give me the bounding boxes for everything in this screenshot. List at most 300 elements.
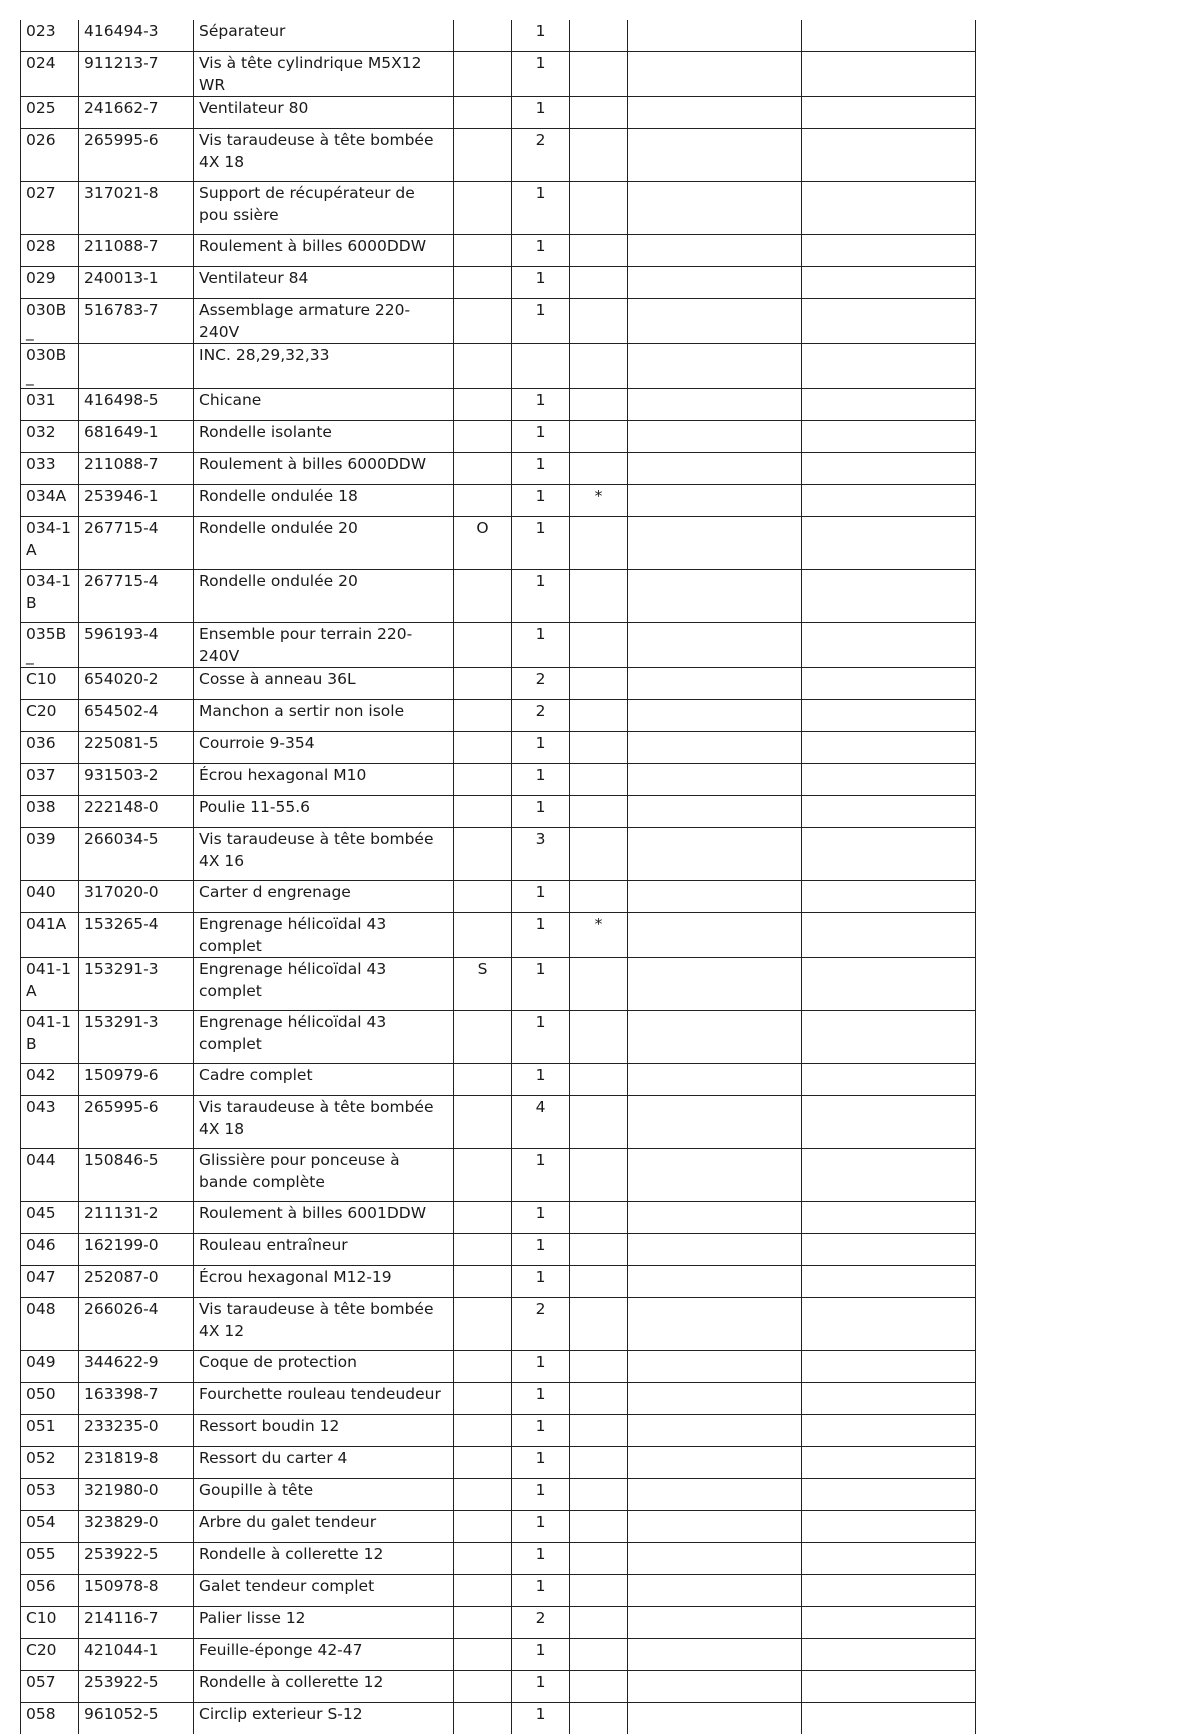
table-row [21, 958, 976, 1011]
cell-mark [454, 1202, 512, 1234]
cell-ref: 044 [21, 1149, 79, 1202]
cell-empty-2 [802, 421, 976, 453]
cell-ref: 056 [21, 1575, 79, 1607]
cell-quantity: 2 [512, 1607, 570, 1639]
cell-ref: 051 [21, 1415, 79, 1447]
table-row [21, 1415, 976, 1447]
cell-part-number: 516783-7 [79, 299, 194, 344]
cell-part-number: 267715-4 [79, 570, 194, 623]
cell-ref: 031 [21, 389, 79, 421]
cell-description: Roulement à billes 6000DDW [194, 235, 454, 267]
cell-part-number: 162199-0 [79, 1234, 194, 1266]
cell-empty-2 [802, 182, 976, 235]
table-row [21, 1096, 976, 1149]
cell-ref: 040 [21, 881, 79, 913]
cell-note [570, 1149, 628, 1202]
cell-mark [454, 453, 512, 485]
cell-mark [454, 1149, 512, 1202]
cell-empty-2 [802, 764, 976, 796]
cell-quantity: 3 [512, 828, 570, 881]
cell-empty-1 [628, 1064, 802, 1096]
cell-empty-2 [802, 97, 976, 129]
table-row [21, 1011, 976, 1064]
cell-mark [454, 1266, 512, 1298]
cell-empty-1 [628, 570, 802, 623]
table-row [21, 182, 976, 235]
cell-empty-2 [802, 485, 976, 517]
cell-part-number: 150846-5 [79, 1149, 194, 1202]
cell-note [570, 1298, 628, 1351]
cell-description: Arbre du galet tendeur [194, 1511, 454, 1543]
cell-mark [454, 1575, 512, 1607]
cell-note [570, 299, 628, 344]
cell-quantity [512, 344, 570, 389]
cell-empty-1 [628, 267, 802, 299]
cell-description: Vis taraudeuse à tête bombée 4X 12 [194, 1298, 454, 1351]
cell-quantity: 1 [512, 1415, 570, 1447]
cell-quantity: 1 [512, 1351, 570, 1383]
cell-quantity: 1 [512, 1064, 570, 1096]
table-row [21, 1479, 976, 1511]
cell-description: Assemblage armature 220-240V [194, 299, 454, 344]
cell-empty-1 [628, 1575, 802, 1607]
cell-part-number: 153291-3 [79, 1011, 194, 1064]
cell-mark: S [454, 958, 512, 1011]
cell-note [570, 453, 628, 485]
cell-empty-2 [802, 1479, 976, 1511]
cell-quantity: 1 [512, 881, 570, 913]
cell-mark [454, 129, 512, 182]
parts-list-page [20, 20, 976, 1734]
table-row [21, 1575, 976, 1607]
cell-part-number: 211088-7 [79, 453, 194, 485]
cell-quantity: 1 [512, 570, 570, 623]
cell-part-number: 266034-5 [79, 828, 194, 881]
cell-part-number: 321980-0 [79, 1479, 194, 1511]
cell-description: Fourchette rouleau tendeudeur [194, 1383, 454, 1415]
cell-mark [454, 1415, 512, 1447]
cell-quantity: 1 [512, 1511, 570, 1543]
cell-description: Écrou hexagonal M10 [194, 764, 454, 796]
cell-empty-1 [628, 182, 802, 235]
cell-empty-2 [802, 1639, 976, 1671]
cell-empty-1 [628, 1351, 802, 1383]
table-row [21, 1543, 976, 1575]
cell-part-number: 231819-8 [79, 1447, 194, 1479]
cell-quantity: 1 [512, 389, 570, 421]
cell-quantity: 2 [512, 129, 570, 182]
cell-note [570, 1447, 628, 1479]
cell-empty-1 [628, 796, 802, 828]
cell-empty-1 [628, 1511, 802, 1543]
cell-note [570, 1351, 628, 1383]
table-row [21, 1639, 976, 1671]
cell-empty-2 [802, 1064, 976, 1096]
cell-empty-1 [628, 1671, 802, 1703]
cell-quantity: 1 [512, 20, 570, 52]
cell-empty-1 [628, 235, 802, 267]
parts-table-body [21, 20, 976, 1734]
cell-ref: 049 [21, 1351, 79, 1383]
cell-note [570, 129, 628, 182]
cell-quantity: 1 [512, 1639, 570, 1671]
cell-part-number: 654502-4 [79, 700, 194, 732]
cell-part-number: 265995-6 [79, 129, 194, 182]
cell-empty-2 [802, 623, 976, 668]
cell-description: Manchon a sertir non isole [194, 700, 454, 732]
table-row [21, 668, 976, 700]
cell-description: Circlip exterieur S-12 [194, 1703, 454, 1734]
cell-mark [454, 1703, 512, 1734]
cell-empty-2 [802, 1351, 976, 1383]
cell-description: INC. 28,29,32,33 [194, 344, 454, 389]
cell-ref: 041-1 B [21, 1011, 79, 1064]
cell-quantity: 1 [512, 764, 570, 796]
cell-empty-2 [802, 700, 976, 732]
cell-empty-1 [628, 881, 802, 913]
cell-note [570, 881, 628, 913]
cell-part-number: 681649-1 [79, 421, 194, 453]
cell-note [570, 1234, 628, 1266]
cell-empty-1 [628, 344, 802, 389]
cell-empty-2 [802, 1447, 976, 1479]
cell-ref: C20 [21, 1639, 79, 1671]
cell-note [570, 700, 628, 732]
cell-part-number: 211131-2 [79, 1202, 194, 1234]
cell-part-number: 253922-5 [79, 1671, 194, 1703]
cell-empty-2 [802, 1607, 976, 1639]
cell-note [570, 517, 628, 570]
cell-ref: 042 [21, 1064, 79, 1096]
cell-note [570, 421, 628, 453]
cell-empty-2 [802, 129, 976, 182]
cell-ref: 034-1 A [21, 517, 79, 570]
cell-mark [454, 913, 512, 958]
cell-mark [454, 1351, 512, 1383]
cell-mark [454, 1298, 512, 1351]
cell-empty-2 [802, 1543, 976, 1575]
cell-part-number: 266026-4 [79, 1298, 194, 1351]
cell-mark [454, 267, 512, 299]
cell-part-number: 654020-2 [79, 668, 194, 700]
cell-ref: 052 [21, 1447, 79, 1479]
cell-note [570, 344, 628, 389]
table-row [21, 764, 976, 796]
cell-empty-2 [802, 344, 976, 389]
cell-note [570, 1543, 628, 1575]
cell-part-number: 150979-6 [79, 1064, 194, 1096]
cell-ref: 024 [21, 52, 79, 97]
cell-note [570, 796, 628, 828]
cell-note [570, 1511, 628, 1543]
cell-empty-2 [802, 1703, 976, 1734]
cell-description: Rondelle isolante [194, 421, 454, 453]
cell-empty-2 [802, 668, 976, 700]
cell-quantity: 1 [512, 1011, 570, 1064]
cell-part-number: 214116-7 [79, 1607, 194, 1639]
cell-description: Ressort boudin 12 [194, 1415, 454, 1447]
cell-empty-1 [628, 20, 802, 52]
cell-quantity: 1 [512, 958, 570, 1011]
cell-description: Ventilateur 84 [194, 267, 454, 299]
cell-description: Poulie 11-55.6 [194, 796, 454, 828]
cell-description: Vis à tête cylindrique M5X12 WR [194, 52, 454, 97]
table-row [21, 235, 976, 267]
cell-note [570, 1607, 628, 1639]
table-row [21, 1447, 976, 1479]
cell-quantity: 1 [512, 485, 570, 517]
cell-note [570, 52, 628, 97]
cell-ref: 027 [21, 182, 79, 235]
cell-note [570, 1096, 628, 1149]
table-row [21, 52, 976, 97]
cell-mark [454, 235, 512, 267]
cell-ref: 037 [21, 764, 79, 796]
cell-empty-1 [628, 52, 802, 97]
cell-empty-1 [628, 97, 802, 129]
cell-ref: C10 [21, 1607, 79, 1639]
cell-ref: 025 [21, 97, 79, 129]
cell-empty-2 [802, 1011, 976, 1064]
cell-mark [454, 700, 512, 732]
table-row [21, 453, 976, 485]
cell-mark [454, 485, 512, 517]
table-row [21, 1234, 976, 1266]
cell-ref: 053 [21, 1479, 79, 1511]
table-row [21, 1383, 976, 1415]
cell-part-number: 241662-7 [79, 97, 194, 129]
cell-empty-2 [802, 267, 976, 299]
cell-ref: 034-1 B [21, 570, 79, 623]
cell-quantity: 1 [512, 267, 570, 299]
table-row [21, 389, 976, 421]
cell-empty-2 [802, 913, 976, 958]
cell-empty-2 [802, 389, 976, 421]
cell-quantity: 1 [512, 1234, 570, 1266]
cell-quantity: 1 [512, 453, 570, 485]
cell-note [570, 1202, 628, 1234]
cell-empty-1 [628, 1479, 802, 1511]
cell-description: Rondelle ondulée 18 [194, 485, 454, 517]
table-row [21, 796, 976, 828]
cell-note [570, 1479, 628, 1511]
cell-ref: 023 [21, 20, 79, 52]
cell-mark [454, 668, 512, 700]
cell-note [570, 668, 628, 700]
cell-note [570, 570, 628, 623]
cell-empty-2 [802, 570, 976, 623]
cell-empty-1 [628, 1202, 802, 1234]
table-row [21, 1298, 976, 1351]
cell-part-number: 317020-0 [79, 881, 194, 913]
cell-empty-1 [628, 913, 802, 958]
cell-description: Engrenage hélicoïdal 43 complet [194, 958, 454, 1011]
cell-note [570, 958, 628, 1011]
table-row [21, 20, 976, 52]
cell-ref: 026 [21, 129, 79, 182]
cell-note [570, 1266, 628, 1298]
cell-mark [454, 1383, 512, 1415]
cell-note: * [570, 913, 628, 958]
cell-part-number: 252087-0 [79, 1266, 194, 1298]
cell-empty-1 [628, 517, 802, 570]
cell-empty-2 [802, 1266, 976, 1298]
cell-part-number: 267715-4 [79, 517, 194, 570]
cell-empty-1 [628, 1415, 802, 1447]
cell-description: Roulement à billes 6000DDW [194, 453, 454, 485]
cell-empty-2 [802, 20, 976, 52]
cell-empty-1 [628, 958, 802, 1011]
cell-ref: 046 [21, 1234, 79, 1266]
cell-note [570, 1575, 628, 1607]
cell-quantity: 1 [512, 1479, 570, 1511]
table-row [21, 517, 976, 570]
cell-empty-1 [628, 1543, 802, 1575]
cell-note [570, 1703, 628, 1734]
cell-part-number: 323829-0 [79, 1511, 194, 1543]
table-row [21, 1266, 976, 1298]
cell-quantity: 1 [512, 1543, 570, 1575]
table-row [21, 732, 976, 764]
parts-table [20, 20, 976, 1734]
cell-empty-1 [628, 389, 802, 421]
table-row [21, 129, 976, 182]
cell-note [570, 1639, 628, 1671]
cell-ref: 030B_ [21, 299, 79, 344]
cell-empty-2 [802, 828, 976, 881]
table-row [21, 700, 976, 732]
cell-mark [454, 97, 512, 129]
cell-ref: 030B_ [21, 344, 79, 389]
cell-ref: 043 [21, 1096, 79, 1149]
cell-mark [454, 299, 512, 344]
cell-note [570, 828, 628, 881]
cell-part-number: 253922-5 [79, 1543, 194, 1575]
cell-ref: 045 [21, 1202, 79, 1234]
cell-part-number: 265995-6 [79, 1096, 194, 1149]
cell-empty-2 [802, 1383, 976, 1415]
cell-description: Écrou hexagonal M12-19 [194, 1266, 454, 1298]
cell-empty-1 [628, 1703, 802, 1734]
cell-empty-1 [628, 732, 802, 764]
cell-quantity: 1 [512, 1447, 570, 1479]
cell-empty-2 [802, 1149, 976, 1202]
cell-quantity: 1 [512, 1266, 570, 1298]
cell-description: Rondelle ondulée 20 [194, 517, 454, 570]
cell-description: Engrenage hélicoïdal 43 complet [194, 1011, 454, 1064]
cell-note [570, 20, 628, 52]
cell-mark [454, 1543, 512, 1575]
cell-description: Rondelle ondulée 20 [194, 570, 454, 623]
cell-ref: 050 [21, 1383, 79, 1415]
table-row [21, 623, 976, 668]
cell-description: Roulement à billes 6001DDW [194, 1202, 454, 1234]
cell-part-number: 416498-5 [79, 389, 194, 421]
cell-part-number: 153265-4 [79, 913, 194, 958]
cell-part-number: 931503-2 [79, 764, 194, 796]
cell-part-number: 317021-8 [79, 182, 194, 235]
cell-empty-2 [802, 1575, 976, 1607]
cell-ref: 055 [21, 1543, 79, 1575]
cell-empty-2 [802, 1415, 976, 1447]
cell-description: Support de récupérateur de pou ssière [194, 182, 454, 235]
cell-empty-2 [802, 1298, 976, 1351]
cell-description: Palier lisse 12 [194, 1607, 454, 1639]
cell-mark [454, 344, 512, 389]
cell-note [570, 764, 628, 796]
cell-mark [454, 1639, 512, 1671]
cell-ref: C10 [21, 668, 79, 700]
cell-description: Séparateur [194, 20, 454, 52]
cell-ref: 035B_ [21, 623, 79, 668]
cell-part-number: 596193-4 [79, 623, 194, 668]
cell-description: Engrenage hélicoïdal 43 complet [194, 913, 454, 958]
cell-description: Rondelle à collerette 12 [194, 1543, 454, 1575]
cell-description: Cosse à anneau 36L [194, 668, 454, 700]
cell-mark [454, 881, 512, 913]
cell-empty-2 [802, 958, 976, 1011]
table-row [21, 1202, 976, 1234]
cell-ref: 058 [21, 1703, 79, 1734]
cell-quantity: 1 [512, 1671, 570, 1703]
cell-quantity: 1 [512, 1202, 570, 1234]
cell-mark [454, 1447, 512, 1479]
cell-mark [454, 52, 512, 97]
cell-description: Galet tendeur complet [194, 1575, 454, 1607]
cell-description: Feuille-éponge 42-47 [194, 1639, 454, 1671]
cell-ref: 047 [21, 1266, 79, 1298]
table-row [21, 1703, 976, 1734]
cell-note [570, 235, 628, 267]
cell-part-number: 150978-8 [79, 1575, 194, 1607]
cell-note [570, 1383, 628, 1415]
table-row [21, 485, 976, 517]
cell-mark [454, 623, 512, 668]
cell-description: Vis taraudeuse à tête bombée 4X 18 [194, 129, 454, 182]
cell-mark [454, 1234, 512, 1266]
cell-description: Rouleau entraîneur [194, 1234, 454, 1266]
table-row [21, 1351, 976, 1383]
cell-quantity: 1 [512, 1149, 570, 1202]
cell-part-number: 163398-7 [79, 1383, 194, 1415]
cell-mark [454, 1479, 512, 1511]
cell-empty-1 [628, 299, 802, 344]
cell-quantity: 2 [512, 1298, 570, 1351]
cell-part-number: 421044-1 [79, 1639, 194, 1671]
cell-empty-1 [628, 1607, 802, 1639]
cell-description: Ensemble pour terrain 220-240V [194, 623, 454, 668]
cell-note [570, 389, 628, 421]
cell-mark [454, 796, 512, 828]
cell-empty-1 [628, 453, 802, 485]
cell-empty-1 [628, 129, 802, 182]
cell-mark [454, 1607, 512, 1639]
cell-empty-1 [628, 828, 802, 881]
cell-quantity: 1 [512, 52, 570, 97]
table-row [21, 421, 976, 453]
cell-mark [454, 421, 512, 453]
cell-quantity: 2 [512, 668, 570, 700]
table-row [21, 570, 976, 623]
cell-empty-1 [628, 668, 802, 700]
cell-ref: 036 [21, 732, 79, 764]
table-row [21, 913, 976, 958]
cell-empty-2 [802, 732, 976, 764]
cell-description: Courroie 9-354 [194, 732, 454, 764]
cell-quantity: 1 [512, 421, 570, 453]
cell-part-number: 222148-0 [79, 796, 194, 828]
cell-mark [454, 1671, 512, 1703]
